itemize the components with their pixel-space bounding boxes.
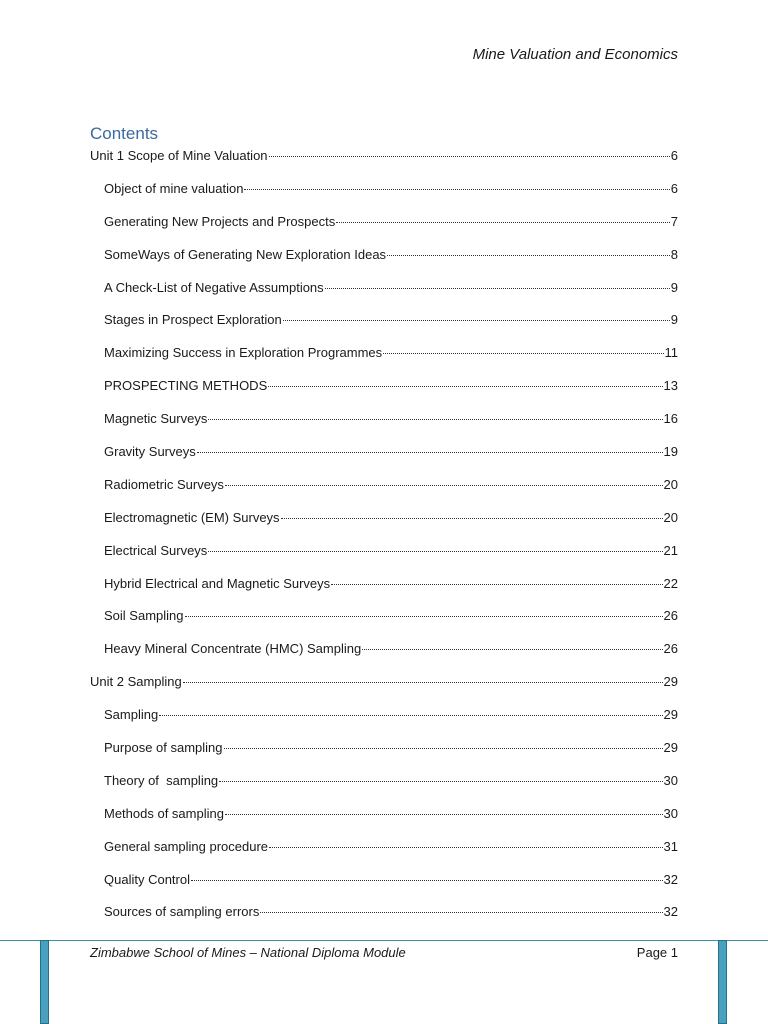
toc-entry[interactable]	[90, 376, 678, 409]
toc-dot-leader	[331, 584, 662, 585]
toc-entry[interactable]	[90, 409, 678, 442]
toc-dot-leader	[336, 222, 670, 223]
toc-entry[interactable]	[90, 804, 678, 837]
toc-dot-leader	[197, 452, 663, 453]
toc-dot-leader	[269, 847, 662, 848]
toc-entry-page-number[interactable]: 26	[663, 641, 678, 657]
toc-entry-page-number[interactable]: 29	[663, 740, 678, 756]
toc-dot-leader	[283, 320, 670, 321]
toc-entry-title[interactable]: Sources of sampling errors	[104, 904, 260, 920]
footer-document-name: Zimbabwe School of Mines – National Diploma Module	[90, 945, 406, 960]
toc-entry[interactable]	[90, 541, 678, 574]
toc-entry-title[interactable]: Gravity Surveys	[104, 444, 196, 460]
toc-dot-leader	[159, 715, 662, 716]
running-header-title: Mine Valuation and Economics	[472, 46, 678, 63]
toc-entry[interactable]	[90, 672, 678, 705]
footer-page-number: Page 1	[636, 945, 678, 960]
toc-entry-page-number[interactable]: 32	[663, 904, 678, 920]
toc-dot-leader	[225, 485, 663, 486]
toc-entry-title[interactable]: Purpose of sampling	[104, 740, 223, 756]
contents-heading: Contents	[90, 124, 159, 143]
toc-entry[interactable]	[90, 574, 678, 607]
toc-entry-title[interactable]: Unit 1 Scope of Mine Valuation	[90, 148, 268, 163]
toc-dot-leader	[191, 880, 663, 881]
toc-entry[interactable]	[90, 738, 678, 771]
toc-entry[interactable]	[90, 245, 678, 278]
toc-dot-leader	[269, 156, 670, 157]
toc-entry[interactable]	[90, 870, 678, 903]
toc-entry-page-number[interactable]: 13	[663, 378, 678, 394]
toc-entry[interactable]	[90, 179, 678, 212]
toc-entry-page-number[interactable]: 20	[663, 476, 678, 492]
footer-divider	[0, 940, 768, 941]
toc-entry[interactable]	[90, 475, 678, 508]
toc-entry[interactable]	[90, 442, 678, 475]
toc-dot-leader	[244, 189, 669, 190]
toc-dot-leader	[224, 748, 663, 749]
toc-entry[interactable]	[90, 771, 678, 804]
toc-entry[interactable]	[90, 278, 678, 311]
toc-entry[interactable]	[90, 508, 678, 541]
toc-entry-page-number[interactable]: 30	[663, 805, 678, 821]
toc-entry-title[interactable]: General sampling procedure	[104, 838, 269, 854]
toc-entry[interactable]	[90, 902, 678, 935]
toc-entry-title[interactable]: Maximizing Success in Exploration Programmes	[104, 345, 383, 361]
toc-entry-title[interactable]: Sampling	[104, 707, 159, 723]
toc-entry-page-number[interactable]: 9	[670, 279, 678, 295]
toc-dot-leader	[208, 551, 662, 552]
toc-entry-title[interactable]: A Check-List of Negative Assumptions	[104, 279, 324, 295]
toc-entry-title[interactable]: Soil Sampling	[104, 608, 184, 624]
toc-entry-page-number[interactable]: 31	[663, 838, 678, 854]
toc-entry[interactable]	[90, 837, 678, 870]
toc-entry-title[interactable]: Stages in Prospect Exploration	[104, 312, 282, 328]
toc-entry-title[interactable]: Electromagnetic (EM) Surveys	[104, 509, 280, 525]
toc-dot-leader	[185, 616, 663, 617]
toc-entry-page-number[interactable]: 19	[663, 444, 678, 460]
toc-entry[interactable]	[90, 212, 678, 245]
toc-entry-title[interactable]: Theory of sampling	[104, 772, 219, 788]
toc-entry-page-number[interactable]: 26	[663, 608, 678, 624]
toc-entry-page-number[interactable]: 29	[663, 707, 678, 723]
toc-entry-page-number[interactable]: 6	[670, 148, 678, 163]
toc-entry-page-number[interactable]: 32	[663, 871, 678, 887]
toc-entry-title[interactable]: SomeWays of Generating New Exploration Ideas	[104, 246, 387, 262]
toc-entry[interactable]	[90, 343, 678, 376]
toc-entry-title[interactable]: Hybrid Electrical and Magnetic Surveys	[104, 575, 331, 591]
toc-entry-page-number[interactable]: 21	[663, 542, 678, 558]
toc-entry-title[interactable]: Magnetic Surveys	[104, 411, 208, 427]
toc-entry-title[interactable]: Quality Control	[104, 871, 190, 887]
toc-entry-page-number[interactable]: 22	[663, 575, 678, 591]
toc-entry-title[interactable]: Heavy Mineral Concentrate (HMC) Sampling	[104, 641, 362, 657]
toc-dot-leader	[268, 386, 662, 387]
toc-entry-title[interactable]: Methods of sampling	[104, 805, 224, 821]
toc-dot-leader	[383, 353, 663, 354]
toc-entry-page-number[interactable]: 9	[670, 312, 678, 328]
toc-dot-leader	[225, 814, 663, 815]
footer-left-accent-bar	[40, 940, 49, 1024]
footer-right-accent-bar	[718, 940, 727, 1024]
toc-entry-page-number[interactable]: 20	[663, 509, 678, 525]
toc-entry[interactable]	[90, 310, 678, 343]
toc-entry-title[interactable]: Generating New Projects and Prospects	[104, 213, 336, 229]
toc-dot-leader	[260, 912, 662, 913]
toc-entry[interactable]	[90, 146, 678, 179]
toc-dot-leader	[183, 682, 663, 683]
toc-dot-leader	[387, 255, 670, 256]
toc-entry-page-number[interactable]: 8	[670, 246, 678, 262]
toc-dot-leader	[325, 288, 670, 289]
toc-dot-leader	[208, 419, 662, 420]
toc-entry[interactable]	[90, 639, 678, 672]
toc-entry-page-number[interactable]: 6	[670, 180, 678, 196]
toc-entry[interactable]	[90, 606, 678, 639]
toc-entry-page-number[interactable]: 7	[670, 213, 678, 229]
toc-dot-leader	[362, 649, 662, 650]
toc-entry-page-number[interactable]: 30	[663, 772, 678, 788]
toc-dot-leader	[219, 781, 662, 782]
toc-entry-page-number[interactable]: 16	[663, 411, 678, 427]
toc-entry-title[interactable]: PROSPECTING METHODS	[104, 378, 268, 394]
toc-entry-title[interactable]: Object of mine valuation	[104, 180, 244, 196]
toc-entry[interactable]	[90, 705, 678, 738]
toc-dot-leader	[281, 518, 663, 519]
toc-entry-page-number[interactable]: 11	[664, 345, 678, 361]
table-of-contents	[90, 146, 678, 935]
toc-entry-title[interactable]: Electrical Surveys	[104, 542, 208, 558]
toc-entry-page-number[interactable]: 29	[663, 674, 678, 690]
toc-entry-title[interactable]: Unit 2 Sampling	[90, 674, 182, 690]
toc-entry-title[interactable]: Radiometric Surveys	[104, 476, 224, 492]
